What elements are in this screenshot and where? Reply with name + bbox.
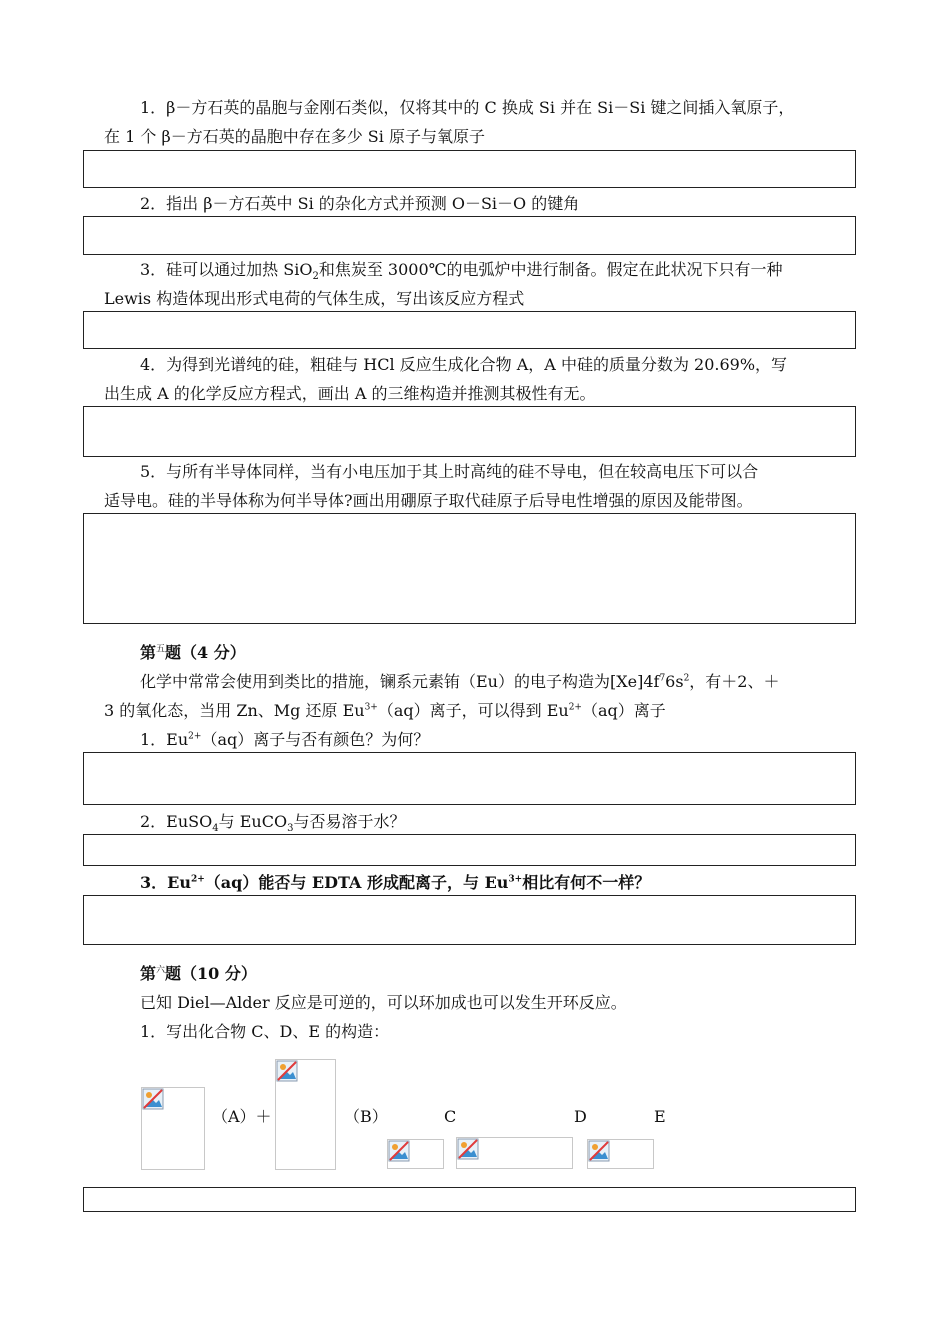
- answer-box-q4-1[interactable]: [83, 150, 856, 188]
- section5-intro-line1: 化学中常常会使用到类比的措施，镧系元素铕（Eu）的电子构造为$[Xe]4f^76s^2$，有＋2、＋: [140, 672, 780, 691]
- q4-5-line2: 适导电。硅的半导体称为何半导体?画出用硼原子取代硅原子后导电性增强的原因及能带图。: [104, 491, 753, 510]
- structure-d-image: [456, 1137, 573, 1169]
- answer-box-q5-2[interactable]: [83, 834, 856, 866]
- section5-intro-line2: 3 的氧化态，当用 Zn、Mg 还原 $Eu^{3+}(aq)$离子，可以得到 $Eu^{2+}(aq)$离子: [104, 701, 666, 720]
- label-c: C: [444, 1107, 457, 1126]
- broken-image-icon: [142, 1088, 164, 1110]
- q4-5-line1: 5．与所有半导体同样，当有小电压加于其上时高纯的硅不导电，但在较高电压下可以合: [140, 462, 759, 481]
- broken-image-icon: [388, 1140, 410, 1162]
- q4-1-line2: 在 1 个 β－方石英的晶胞中存在多少 Si 原子与氧原子: [104, 127, 485, 146]
- q4-2: 2．指出 β－方石英中 Si 的杂化方式并预测 O－Si－O 的键角: [140, 194, 580, 213]
- q5-2: 2．EuSO$_4$与 EuCO$_3$与否易溶于水？: [140, 812, 406, 835]
- answer-box-q5-1[interactable]: [83, 752, 856, 805]
- section5-title: 第$^五$题（4 分）: [140, 643, 246, 662]
- q4-3-line2: Lewis 构造体现出形式电荷的气体生成，写出该反应方程式: [104, 289, 525, 308]
- q5-1: 1．$Eu^{2+}(aq)$离子与否有颜色？为何？: [140, 730, 430, 749]
- q4-4-line1: 4．为得到光谱纯的硅，粗硅与 HCl 反应生成化合物 A，A 中硅的质量分数为 20.69%，写: [140, 355, 788, 374]
- answer-box-q4-3[interactable]: [83, 311, 856, 349]
- label-e: E: [654, 1107, 666, 1126]
- structure-c-image: [387, 1139, 444, 1169]
- q4-3-line1: 3．硅可以通过加热 SiO$_2$和焦炭至 3000℃的电弧炉中进行制备。假定在此状况下只有一种: [140, 260, 783, 283]
- structure-a-image: [141, 1087, 205, 1170]
- answer-box-q4-5[interactable]: [83, 513, 856, 624]
- section6-title: 第$^六$题（10 分）: [140, 964, 257, 983]
- q5-3: 3．$Eu^{2+}(aq)$能否与 EDTA 形成配离子，与 $Eu^{3+}$相比有何不一样？: [140, 873, 651, 892]
- structure-b-image: [275, 1059, 336, 1170]
- label-b: （B）: [344, 1107, 388, 1126]
- answer-box-q4-2[interactable]: [83, 216, 856, 255]
- q6-1: 1．写出化合物 C、D、E 的构造：: [140, 1022, 390, 1041]
- section6-intro: 已知 Diel—Alder 反应是可逆的，可以环加成也可以发生开环反应。: [140, 993, 627, 1012]
- q4-1-line1: 1．β－方石英的晶胞与金刚石类似，仅将其中的 C 换成 Si 并在 Si－Si 键之间插入氧原子，: [140, 98, 795, 117]
- label-a: （A）＋: [212, 1107, 272, 1126]
- broken-image-icon: [588, 1140, 610, 1162]
- structure-e-image: [587, 1139, 654, 1169]
- label-d: D: [574, 1107, 587, 1126]
- answer-box-q6-1[interactable]: [83, 1187, 856, 1212]
- broken-image-icon: [276, 1060, 298, 1082]
- answer-box-q4-4[interactable]: [83, 406, 856, 457]
- answer-box-q5-3[interactable]: [83, 895, 856, 945]
- broken-image-icon: [457, 1138, 479, 1160]
- q4-4-line2: 出生成 A 的化学反应方程式，画出 A 的三维构造并推测其极性有无。: [104, 384, 596, 403]
